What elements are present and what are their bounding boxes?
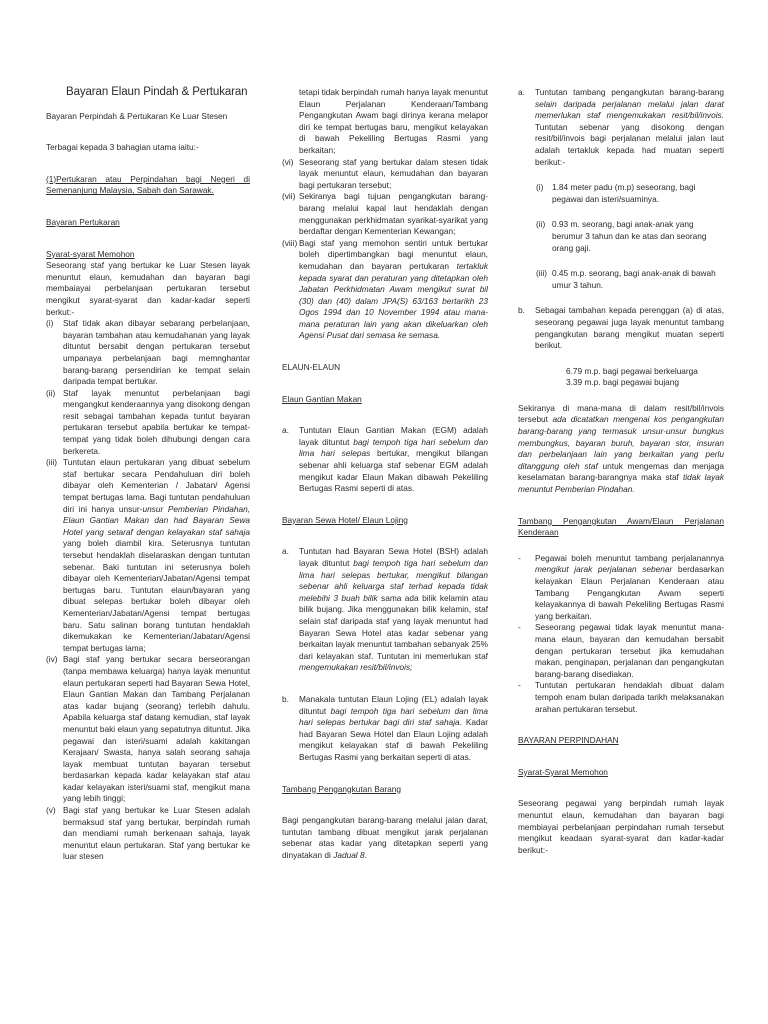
list-item — [46, 318, 250, 388]
bullet-marker: - — [518, 622, 521, 633]
item-text: Staf tidak akan dibayar sebarang perbelanjaan, bayaran tambahan atau kemudahanan yang layak dituntut bersabit dengan pertukaran tersebut umpanaya perbelanjaan bagi memnghantar barang-barang persendirian ke tempat selain daripada tempat bertukar. — [63, 318, 250, 387]
document-title: Bayaran Elaun Pindah & Pertukaran — [66, 86, 248, 98]
intro-text: Terbagai kepada 3 bahagian utama iaitu:- — [46, 142, 199, 153]
bullet-item — [518, 622, 724, 680]
bullet-marker: - — [518, 552, 521, 563]
item-marker: (iii) — [46, 457, 58, 468]
item-text-italic: bagi tempoh tiga hari sebelum dan lima hari selepas bertukar, mengikut bilangan sebenar ahli keluarga staf terhad kepada tidak melebihi 3 buah bilik — [299, 558, 488, 603]
heading-bayaran-sewa-hotel: Bayaran Sewa Hotel/ Elaun Lojing — [282, 514, 408, 525]
heading-syarat-memohon: Syarat-Syarat Memohon — [518, 766, 608, 777]
sub-item-marker: (i) — [536, 182, 544, 193]
item-text: tetapi tidak berpindah rumah hanya layak menuntut Elaun Perjalanan Kenderaan/Tambang Pengangkutan Awam bagi dirinya kerana melapor diri ke tempat bertugas baru, mengikut kelayakan di bawah Pekeliling Bertugas Rasmi yang berkaitan; — [299, 87, 488, 155]
list-item — [518, 305, 724, 351]
sub-item-marker: (ii) — [536, 219, 546, 230]
item-text: Bagi staf yang bertukar secara berseorangan (tanpa membawa keluarga) hanya layak menuntut elaun pertukaran seperti had Bayaran Sewa Hotel, Elaun Gantian Makan dan Tambang Perjalanan atas kadar bujang (seorang) terlebih dahulu. Apabila keluarga staf datang kemudian, staf layak menuntut baki elaun yang sepatutnya dituntut. Jika pegawai dan isteri/suami adalah kakitangan Kerajaan/ Swasta, hanya salah seorang sahaja layak membuat tuntutan bayaran tersebut berdasarkan kepada kadar kelayakan staf atau kadar kelayakan isteri/suami staf, mengikut mana yang lebih tinggi; — [63, 654, 250, 804]
item-text: yang boleh diambil kira. Seterusnya tuntutan tersebut hendaklah diselaraskan dengan tuntutan sebenar. Baki tuntutan ini seterusnya boleh dibayar oleh Kementerian/Jabatan/Agensi tempat bertugas baru. Tuntutan elaun/bayaran yang dibuat selepas bertukar boleh dibayar oleh Kementerian/Jabatan/Agensi tempat bertugas baru. Satu salinan borang tuntutan hendaklah dikemukakan ke Kementerian/Jabatan/Agensi tempat bertugas lama; — [63, 538, 250, 653]
item-text: sama ada bilik kelamin atau bilik bujang. Jika menggunakan bilik kelamin, staf selain staf daripada staf yang layak menuntut had Bayaran Sewa Hotel atas kadar sebenar yang berkaitan layak menuntut tambahan sebanyak 25% dari kelayakan staf. Tuntutan ini memerlukan staf — [299, 592, 488, 661]
list-item — [282, 238, 488, 342]
list-item-continuation — [282, 87, 488, 157]
intro-paragraph: Seseorang staf yang bertukar ke Luar Stesen layak menuntut elaun, kemudahan dan bayaran bagi membaiayai perbelanjaan pertukaran tersebut mengikut syarat-syarat dan kadar-kadar seperti berkut:- — [46, 260, 250, 317]
receipt-paragraph — [518, 403, 724, 496]
list-item — [46, 654, 250, 805]
item-text: bertukar, mengikut bilangan sebenar ahli keluarga staf sebenar EGM adalah mengikut kadar Elaun Makan dibawah Pekeliling Bertugas Rasmi seperti di atas. — [299, 448, 488, 494]
rate-line: 6.79 m.p. bagi pegawai berkeluarga — [566, 365, 698, 376]
item-text-italic: bagi tempoh tiga hari sebelum dan lima hari selepas bertukar bagi diri staf sahaja — [299, 705, 488, 728]
bullet-text: Tuntutan pertukaran hendaklah dibuat dalam tempoh enam bulan daripada tarikh melaksanakan arahan pertukaran tersebut. — [535, 680, 724, 714]
section-heading-pertukaran: Bayaran Pertukaran — [46, 216, 120, 227]
item-text: Tuntutan sebenar yang disokong dengan resit/bil/invois bagi perjalanan melalui jalan laut adalah tertakluk kepada had muatan seperti berikut:- — [535, 121, 724, 167]
item-text: Staf layak menuntut perbelanjaan bagi mengangkut kenderaannya yang disokong dengan resit sebagai tambahan kepada tuntut bayaran pertukaran tersebut apabila bertukar ke tempat-tempat yang tidak boleh dihubungi dengan cara berkereta. — [63, 387, 250, 456]
item-marker: (iv) — [46, 654, 58, 665]
sub-item-text: 0.45 m.p. seorang, bagi anak-anak di bawah umur 3 tahun. — [552, 268, 716, 290]
item-marker: (vii) — [282, 191, 296, 202]
item-text-group — [535, 87, 724, 168]
item-text-group — [299, 546, 488, 674]
sub-item-text: 0.93 m. seorang, bagi anak-anak yang berumur 3 tahun dan ke atas dan seorang orang gaji. — [552, 219, 707, 253]
item-marker: (ii) — [46, 387, 56, 398]
item-marker: a. — [518, 87, 525, 97]
paragraph-text: Bagi pengangkutan barang-barang melalui jalan darat, tuntutan tambang dibuat mengikut jarak perjalanan sebenar atas kadar yang ditetapkan seperti yang dinyatakan di — [282, 815, 488, 860]
item-text: Tuntutan had Bayaran Sewa Hotel (BSH) adalah layak dituntut — [299, 546, 488, 568]
item-text-italic: unsur Pemberian Pindahan, Elaun Gantian Makan dan had Bayaran Sewa Hotel yang setaraf dengan kelayakan staf sahaja — [63, 503, 251, 537]
item-marker: (vi) — [282, 156, 294, 167]
heading-elaun-gantian-makan: Elaun Gantian Makan — [282, 393, 362, 404]
list-item — [282, 425, 488, 495]
bullet-marker: - — [518, 680, 521, 691]
bullet-text: berdasarkan kelayakan Elaun Perjalanan Kenderaan atau Tambang Pengangkutan Awam seperti kelayakannya di bawah Pekeliling Bertugas Rasmi yang berkaitan. — [535, 564, 724, 621]
paragraph-text-italic: ada dicatatkan mengenai kos pengangkutan barang-barang yang termasuk unsur-unsur bungkus membungkus, bayaran buruh, bayaran stor, insuran dan perbelanjaan lain yang berkaitan yang perlu ditanggung oleh staf — [518, 414, 724, 471]
item-text-group — [63, 457, 250, 654]
bullet-text-italic: mengikut jarak perjalanan sebenar — [535, 564, 673, 575]
item-text-italic: tertakluk kepada syarat dan peraturan yang ditetapkan oleh Jabatan Perkhidmatan Awam mengikut surat bil (30) dan (40) dalam JPA(S) 63/163 bertarikh 23 Ogos 1994 dan 10 November 1994 atau mana-mana peraturan lain yang akan dikeluarkan oleh Agensi Pusat dari semasa ke semasa. — [299, 260, 488, 341]
heading-bayaran-perpindahan: BAYARAN PERPINDAHAN — [518, 735, 619, 746]
item-text-group — [299, 694, 488, 764]
item-marker: (v) — [46, 805, 56, 816]
list-item — [46, 805, 250, 863]
list-item — [282, 191, 488, 237]
paragraph-text: untuk mengemas dan menjaga keselamatan barang-barangnya maka staf — [518, 460, 725, 483]
paragraph-text-italic: tidak layak menuntut Pemberian Pindahan. — [518, 472, 724, 495]
final-paragraph: Seseorang pegawai yang berpindah rumah layak menuntut elaun, kemudahan dan bayaran bagi membiayai perbelanjaan perpindahan rumah tersebut mengikut keadaan syarat-syarat dan kadar-kadar berikut:- — [518, 798, 724, 855]
sub-list-item — [536, 182, 724, 205]
item-marker: b. — [282, 693, 289, 704]
bullet-item — [518, 680, 724, 715]
heading-tambang-pengangkutan-awam: Tambang Pengangkutan Awam/Elaun Perjalanan Kenderaan — [518, 515, 724, 538]
item-text-group — [299, 425, 488, 495]
sub-item-text: 1.84 meter padu (m.p) seseorang, bagi pegawai dan isteri/suaminya. — [552, 182, 696, 204]
item-marker: a. — [282, 546, 289, 557]
rates-block — [566, 366, 724, 389]
bullet-text: Pegawai boleh menuntut tambang perjalanannya — [535, 552, 724, 563]
bullet-item — [518, 553, 724, 623]
list-item — [282, 157, 488, 192]
list-item — [46, 388, 250, 458]
column-1 — [46, 0, 250, 863]
item-text: Bagi staf yang bertukar ke Luar Stesen adalah bermaksud staf yang bertukar, berpindah rumah dan mendiami rumah berkenaan sahaja, layak menuntut elaun pertukaran. Staf yang bertukar ke luar stesen — [63, 805, 250, 862]
item-text: Sekiranya bagi tujuan pengangkutan barang-barang melalui kapal laut hendaklah dengan menggunakan perkhidmatan syarikat-syarikat yang berdaftar dengan Kementerian Kewangan; — [299, 191, 488, 237]
item-text: Tuntutan Elaun Gantian Makan (EGM) adalah layak dituntut — [299, 425, 488, 447]
list-item — [518, 87, 724, 168]
paragraph-text: Sekiranya di mana-mana di dalam resit/bil/invois tersebut — [518, 402, 724, 425]
bullet-text: Seseorang pegawai tidak layak menuntut mana-mana elaun, bayaran dan kemudahan bersabit dengan pertukaran tersebut jika kemudahan makan, penginapan, perjalanan dan pengangkutan barang-barang disediakan. — [535, 622, 724, 679]
column-3 — [518, 0, 724, 856]
item-text: Sebagai tambahan kepada perenggan (a) di atas, seseorang pegawai juga layak menuntut tambang pengangkutan barang mengikut muatan seperti berikut. — [535, 305, 724, 351]
item-text: Seseorang staf yang bertukar dalam stesen tidak layak menuntut elaun, kemudahan dan bayaran bagi pertukaran tersebut; — [299, 156, 488, 190]
item-marker: a. — [282, 425, 289, 436]
list-item — [282, 546, 488, 674]
tambang-paragraph — [282, 815, 488, 861]
item-text-italic: bagi tempoh tiga hari sebelum dan lima hari selepas — [299, 436, 488, 459]
part-1-heading: (1)Pertukaran atau Perpindahan bagi Negeri di Semenanjung Malaysia, Sabah dan Sarawak. — [46, 173, 250, 196]
item-text: Tuntutan elaun pertukaran yang dibuat sebelum staf bertukar secara Pendahuluan diri boleh dibayar oleh Kementerian / Jabatan/ Agensi tempat bertugas lama. Bagi tuntutan pendahuluan diri ini hanya unsur- — [63, 457, 250, 514]
paragraph-text-italic: Jadual 8. — [333, 849, 367, 860]
heading-tambang-pengangkutan-barang: Tambang Pengangkutan Barang — [282, 783, 402, 794]
item-marker: b. — [518, 305, 525, 316]
list-item — [46, 457, 250, 654]
sub-item-marker: (iii) — [536, 268, 548, 279]
list-item — [282, 694, 488, 764]
subtitle: Bayaran Perpindah & Pertukaran Ke Luar Stesen — [46, 110, 228, 121]
item-text-italic: mengemukakan resit/bil/invois; — [299, 662, 413, 673]
item-marker: (viii) — [282, 237, 298, 248]
bullet-text-group — [535, 553, 724, 623]
item-text: Bagi staf yang memohon sentiri untuk bertukar boleh dipertimbangkan bagi menuntut elaun, kemudahan dan bayaran pertukaran — [299, 237, 488, 271]
item-text-group — [299, 238, 488, 342]
column-2 — [282, 0, 488, 861]
rate-line: 3.39 m.p. bagi pegawai bujang — [566, 377, 680, 388]
sub-heading-syarat: Syarat-syarat Memohon — [46, 248, 135, 259]
item-text: Tuntutan tambang pengangkutan barang-barang — [535, 87, 724, 97]
heading-elaun-elaun: ELAUN-ELAUN — [282, 362, 341, 373]
sub-list-item — [536, 268, 724, 291]
item-marker: (i) — [46, 318, 54, 329]
item-text-italic: selain daripada perjalanan melalui jalan darat memerlukan staf mengemukakan resit/bil/invois. — [535, 98, 724, 121]
item-text: . Kadar had Bayaran Sewa Hotel dan Elaun Lojing adalah mengikut kelayakan staf di bawah Pekeliling Bertugas Rasmi yang berkaitan seperti di atas. — [299, 717, 488, 762]
sub-list-item — [536, 219, 724, 254]
item-text: Manakala tuntutan Elaun Lojing (EL) adalah layak dituntut — [299, 693, 488, 716]
